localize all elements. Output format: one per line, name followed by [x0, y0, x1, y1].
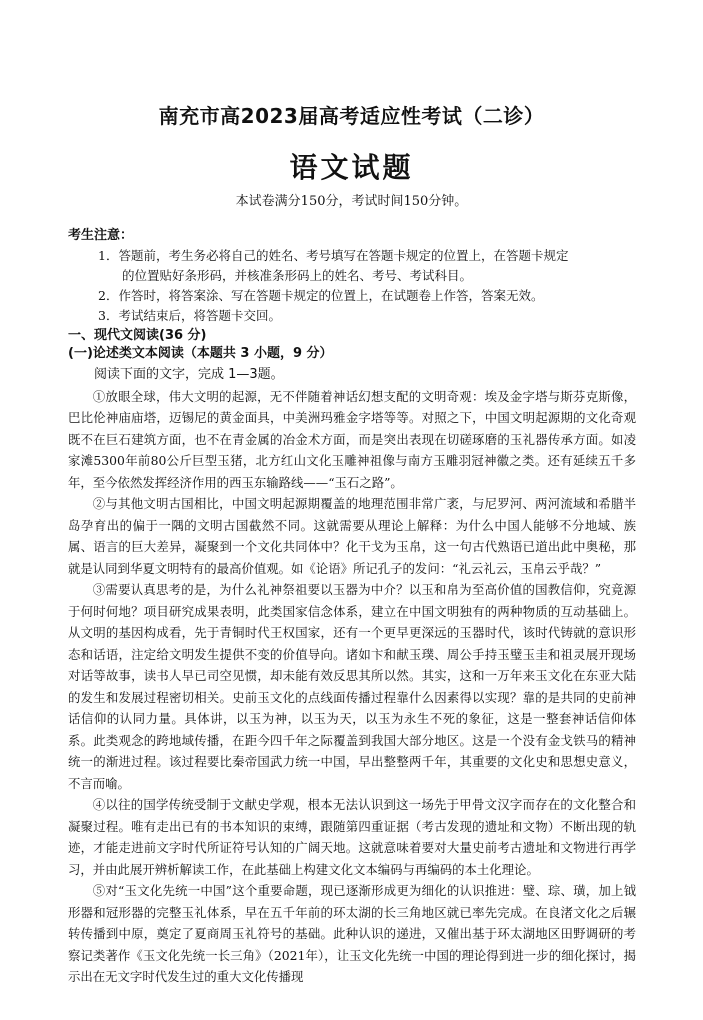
section-headings	[68, 327, 648, 363]
section-heading: 一、现代文阅读(36 分)	[68, 328, 207, 343]
paragraph-4: ④以往的国学传统受制于文献史学观，根本无法认识到这一场先于甲骨文汉字而存在的文化整合和凝聚过程。唯有走出已有的书本知识的束缚，跟随第四重证据（考古发现的遗址和文物）不断出现的轨迹，才能走进前文字时代所证符号认知的广阔天地。这就意味着要对大量史前考古遗址和文物进行再学习，并由此展开辨析解读工作，在此基础上构建文化文本编码与再编码的本土化理论。	[68, 797, 636, 877]
passage-intro: 阅读下面的文字，完成 1—3题。	[94, 367, 284, 382]
exam-title: 南充市高2023届高考适应性考试（二诊）	[158, 104, 545, 128]
notice-item-1: 1．答题前，考生务必将自己的姓名、考号填写在答题卡规定的位置上，在答题卡规定	[98, 248, 569, 263]
paragraph-2: ②与其他文明古国相比，中国文明起源期覆盖的地理范围非常广袤，与尼罗河、两河流域和希腊半岛孕育出的偏于一隅的文明古国截然不同。这就需要从理论上解释：为什么中国人能够不分地域、族属、语言的巨大差异，凝聚到一个文化共同体中？化干戈为玉帛，这一句古代熟语已道出此中奥秘，那就是认同到华夏文明特有的最高价值观。如《论语》所记孔子的发问：“礼云礼云，玉帛云乎哉？”	[68, 496, 636, 576]
paragraph-3: ③需要认真思考的是，为什么礼神祭祖要以玉器为中介？以玉和帛为至高价值的国教信仰，究竟源于何时何地？项目研究成果表明，此类国家信念体系，建立在中国文明独有的两种物质的互动基础上。从文明的基因构成看，先于青铜时代王权国家，还有一个更早更深远的玉器时代，该时代铸就的意识形态和话语，注定给文明发生提供不变的价值导向。诸如卞和献玉璞、周公手持玉璧玉圭和祖灵展开现场对话等故事，读书人早已司空见惯，却未能有效反思其所以然。其实，这和一万年来玉文化在东亚大陆的发生和发展过程密切相关。史前玉文化的点线面传播过程靠什么因素得以实现？靠的是共同的史前神话信仰的认同力量。具体讲，以玉为神，以玉为天，以玉为永生不死的象征，这是一整套神话信仰体系。此类观念的跨地域传播，在距今四千年之际覆盖到我国大部分地区。这是一个没有金戈铁马的精神统一的渐进过程。该过程要比秦帝国武力统一中国，早出整整两千年，其重要的文化史和思想史意义，不言而喻。	[68, 582, 636, 791]
notice-item-2: 2．作答时，将答案涂、写在答题卡规定的位置上，在试题卷上作答，答案无效。	[98, 288, 544, 303]
reading-passage	[68, 364, 636, 988]
notice-item-1-continued: 的位置贴好条形码，并核准条形码上的姓名、考号、考试科目。	[122, 268, 473, 283]
exam-subtitle: 本试卷满分150分，考试时间150分钟。	[235, 194, 468, 209]
notice-heading: 考生注意：	[68, 228, 134, 243]
paragraph-5: ⑤对“玉文化先统一中国”这个重要命题，现已逐渐形成更为细化的认识推进：璧、琮、璜，加上钺形器和冠形器的完整玉礼体系，早在五千年前的环太湖的长三角地区就已率先完成。在良渚文化之后辗转传播到中原，奠定了夏商周玉礼符号的基础。此种认识的递进，又催出基于环太湖地区田野调研的考察记类著作《玉文化先统一长三角》（2021年），让玉文化先统一中国的理论得到进一步的细化探讨，揭示出在无文字时代发生过的重大文化传播现	[68, 883, 636, 984]
candidate-notice	[68, 226, 648, 326]
notice-item-3: 3．考试结束后，将答题卡交回。	[98, 308, 281, 323]
paragraph-1: ①放眼全球，伟大文明的起源，无不伴随着神话幻想支配的文明奇观：埃及金字塔与斯芬克斯像，巴比伦神庙庙塔，迈锡尼的黄金面具，中美洲玛雅金字塔等等。对照之下，中国文明起源期的文化奇观既不在巨石建筑方面，也不在青金属的冶金术方面，而是突出表现在切磋琢磨的玉礼器传承方面。如凌家滩5300年前80公斤巨型玉猪，北方红山文化玉雕神祖像与南方玉雕羽冠神徽之类。还有延续五千多年，至今依然发挥经济作用的西玉东输路线——“玉石之路”。	[68, 388, 636, 490]
subsection-heading: (一)论述类文本阅读（本题共 3 小题，9 分）	[68, 346, 333, 361]
subject-title: 语文试题	[289, 151, 414, 184]
